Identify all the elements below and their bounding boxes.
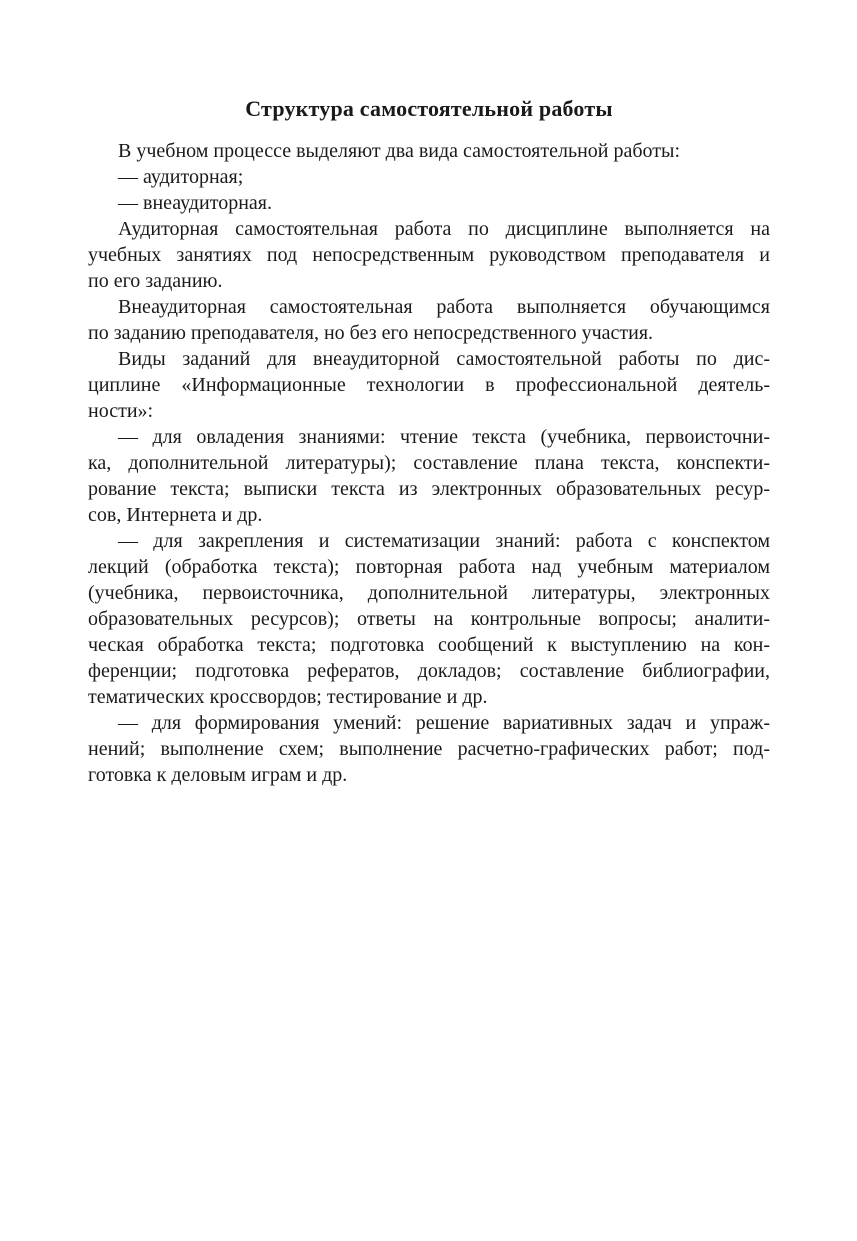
text-line: по его заданию.	[88, 270, 223, 292]
text-line: учебных занятиях под непосредственным руководством преподавателя и	[88, 244, 770, 266]
text-line: тематических кроссвордов; тестирование и др.	[88, 686, 488, 708]
text-line: готовка к деловым играм и др.	[88, 764, 348, 786]
text-line: лекций (обработка текста); повторная работа над учебным материалом	[88, 556, 770, 578]
text-line: — для формирования умений: решение вариативных задач и упраж-	[118, 712, 770, 734]
text-line: нений; выполнение схем; выполнение расчетно-графических работ; под-	[88, 738, 770, 760]
text-line: ческая обработка текста; подготовка сообщений к выступлению на кон-	[88, 634, 770, 656]
paragraph	[88, 294, 770, 346]
text-line: ности»:	[88, 400, 154, 422]
paragraph	[88, 138, 770, 164]
paragraph	[88, 346, 770, 424]
paragraph	[88, 164, 770, 190]
text-line: — для закрепления и систематизации знаний: работа с конспектом	[118, 530, 770, 552]
text-line: ка, дополнительной литературы); составление плана текста, конспекти-	[88, 452, 770, 474]
text-line: В учебном процессе выделяют два вида самостоятельной работы:	[118, 140, 681, 162]
text-line: Внеаудиторная самостоятельная работа выполняется обучающимся	[118, 296, 770, 318]
paragraph	[88, 528, 770, 710]
paragraph	[88, 216, 770, 294]
text-line: — аудиторная;	[118, 166, 244, 188]
text-line: рование текста; выписки текста из электронных образовательных ресур-	[88, 478, 770, 500]
text-line: сов, Интернета и др.	[88, 504, 263, 526]
text-line: (учебника, первоисточника, дополнительной литературы, электронных	[88, 582, 770, 604]
paragraph	[88, 424, 770, 528]
text-line: Аудиторная самостоятельная работа по дисциплине выполняется на	[118, 218, 770, 240]
paragraph	[88, 710, 770, 788]
text-line: — для овладения знаниями: чтение текста (учебника, первоисточни-	[118, 426, 770, 448]
paragraph	[88, 190, 770, 216]
text-line: по заданию преподавателя, но без его непосредственного участия.	[88, 322, 654, 344]
text-line: ференции; подготовка рефератов, докладов; составление библиографии,	[88, 660, 770, 682]
text-line: — внеаудиторная.	[118, 192, 273, 214]
text-line: Виды заданий для внеаудиторной самостоятельной работы по дис-	[118, 348, 770, 370]
text-line: образовательных ресурсов); ответы на контрольные вопросы; аналити-	[88, 608, 770, 630]
text-line: циплине «Информационные технологии в профессиональной деятель-	[88, 374, 770, 396]
page-title: Структура самостоятельной работы	[245, 96, 613, 121]
document-body	[88, 138, 770, 788]
